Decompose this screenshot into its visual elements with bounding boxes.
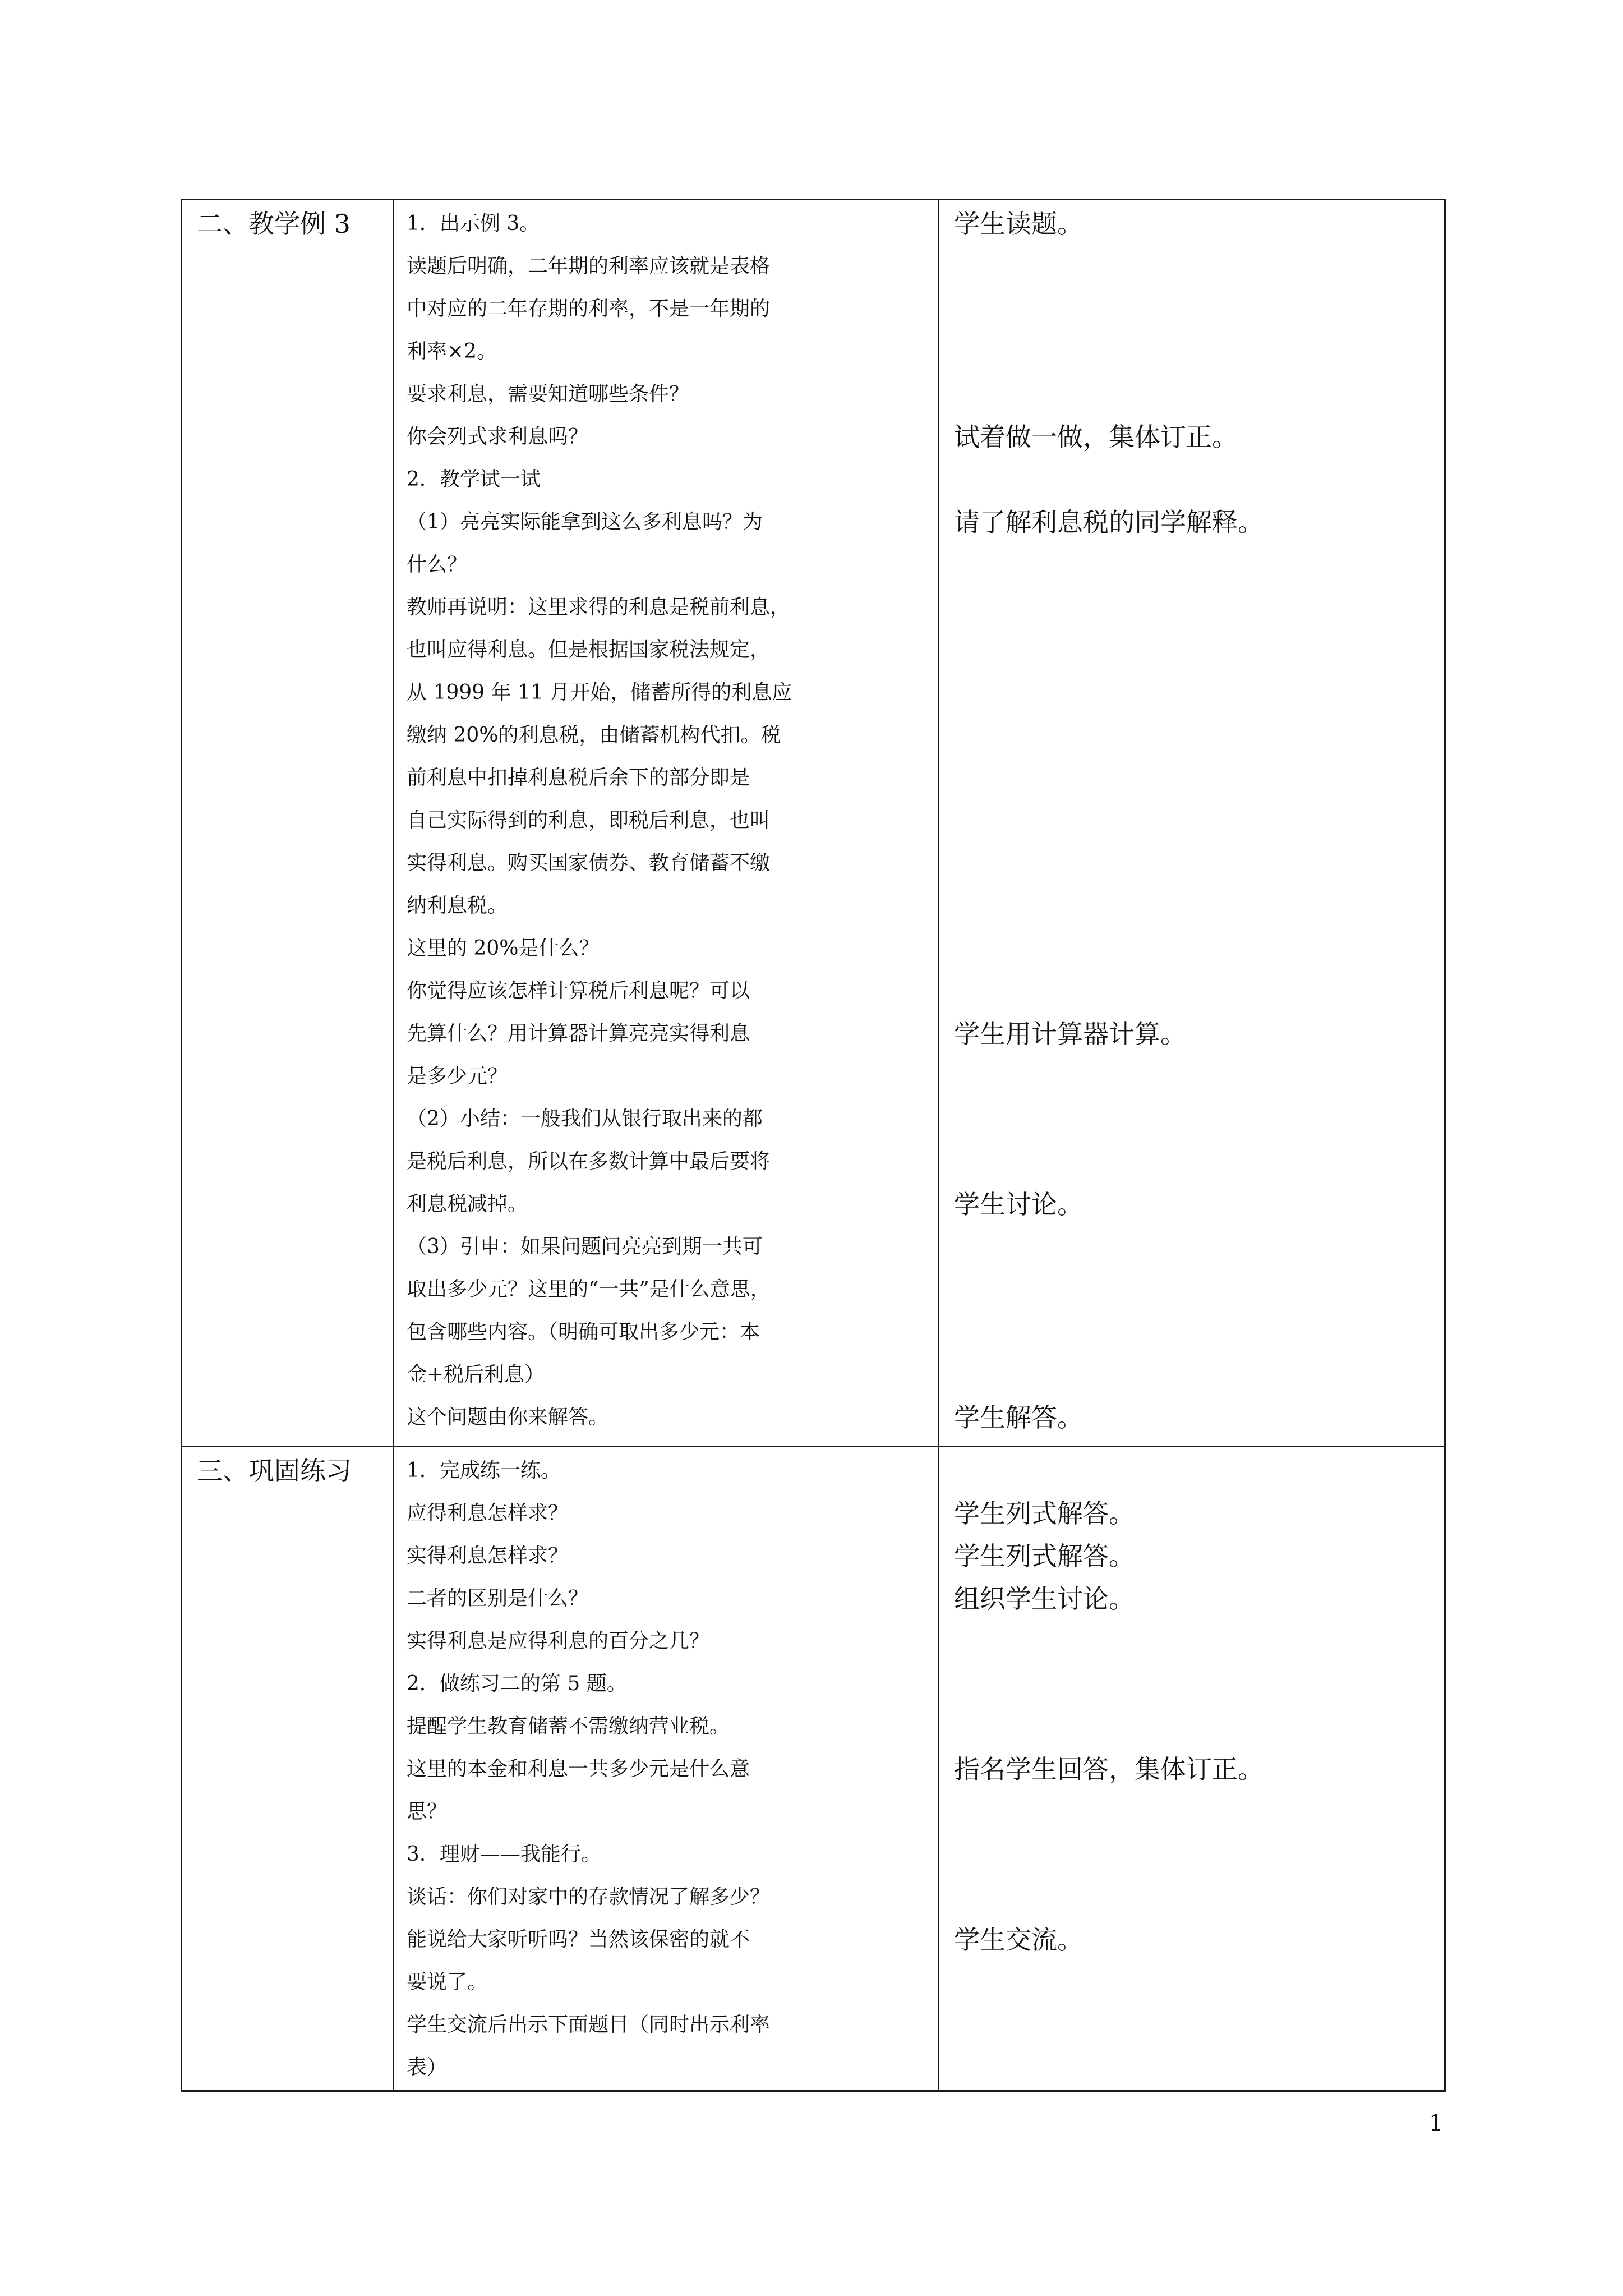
teacher-line: 也叫应得利息。但是根据国家税法规定， <box>407 638 771 661</box>
student-note: 请了解利息税的同学解释。 <box>954 507 1264 537</box>
teacher-line: 包含哪些内容。（明确可取出多少元：本 <box>407 1320 760 1343</box>
teacher-line: 利率×2。 <box>407 340 497 363</box>
page-number: 1 <box>1429 2110 1444 2136</box>
student-activity-cell <box>939 200 1445 1447</box>
teacher-line: 要求利息，需要知道哪些条件？ <box>407 383 690 406</box>
teacher-activity-text <box>394 200 938 1439</box>
teacher-activity-text <box>394 1447 938 2089</box>
teacher-line: 能说给大家听听吗？当然该保密的就不 <box>407 1928 750 1951</box>
teacher-line: 要说了。 <box>407 1971 488 1994</box>
lesson-plan-table <box>181 199 1446 2092</box>
teacher-line: 先算什么？用计算器计算亮亮实得利息 <box>407 1022 750 1045</box>
teacher-activity-cell <box>394 1447 939 2091</box>
teacher-line: 3．理财——我能行。 <box>407 1843 601 1866</box>
teacher-line: （1）亮亮实际能拿到这么多利息吗？为 <box>407 510 763 533</box>
teacher-line: 二者的区别是什么？ <box>407 1587 589 1610</box>
student-note: 学生讨论。 <box>954 1189 1083 1220</box>
teacher-line: 从 1999 年 11 月开始，储蓄所得的利息应 <box>407 681 792 704</box>
teacher-line: 利息税减掉。 <box>407 1193 528 1216</box>
section-cell <box>182 200 394 1447</box>
student-note: 学生解答。 <box>954 1402 1083 1433</box>
teacher-line: 谈话：你们对家中的存款情况了解多少？ <box>407 1885 771 1908</box>
teacher-line: 什么？ <box>407 553 468 576</box>
teacher-line: 实得利息怎样求？ <box>407 1544 569 1567</box>
teacher-line: 提醒学生教育储蓄不需缴纳营业税。 <box>407 1715 730 1738</box>
teacher-line: 应得利息怎样求？ <box>407 1502 569 1525</box>
student-note: 学生用计算器计算。 <box>954 1019 1186 1049</box>
teacher-line: （3）引申：如果问题问亮亮到期一共可 <box>407 1235 763 1258</box>
teacher-line: 你觉得应该怎样计算税后利息呢？可以 <box>407 979 750 1002</box>
teacher-line: 金+税后利息） <box>407 1363 545 1386</box>
teacher-line: 这里的本金和利息一共多少元是什么意 <box>407 1757 750 1780</box>
teacher-line: 这里的 20%是什么？ <box>407 937 600 960</box>
table-row <box>182 200 1445 1447</box>
student-note: 指名学生回答，集体订正。 <box>954 1754 1264 1784</box>
teacher-line: 是多少元？ <box>407 1065 508 1088</box>
section-label: 二、教学例 3 <box>197 209 351 239</box>
teacher-line: 读题后明确，二年期的利率应该就是表格 <box>407 255 771 278</box>
student-activity-cell <box>939 1447 1445 2091</box>
teacher-line: 你会列式求利息吗？ <box>407 425 589 448</box>
teacher-line: 实得利息。购买国家债券、教育储蓄不缴 <box>407 852 771 875</box>
student-note: 组织学生讨论。 <box>954 1584 1135 1614</box>
teacher-line: 教师再说明：这里求得的利息是税前利息， <box>407 596 791 619</box>
student-note: 试着做一做，集体订正。 <box>954 422 1238 452</box>
teacher-line: 缴纳 20%的利息税，由储蓄机构代扣。税 <box>407 724 781 747</box>
section-label: 三、巩固练习 <box>197 1456 352 1486</box>
teacher-line: 自己实际得到的利息，即税后利息，也叫 <box>407 809 771 832</box>
teacher-line: 2．教学试一试 <box>407 468 541 491</box>
teacher-line: 取出多少元？这里的“一共”是什么意思， <box>407 1278 771 1301</box>
teacher-activity-cell <box>394 200 939 1447</box>
teacher-line: 中对应的二年存期的利率，不是一年期的 <box>407 297 771 320</box>
student-note: 学生列式解答。 <box>954 1541 1135 1571</box>
section-cell <box>182 1447 394 2091</box>
teacher-line: 学生交流后出示下面题目（同时出示利率 <box>407 2013 771 2036</box>
teacher-line: 表） <box>407 2056 448 2079</box>
student-note: 学生交流。 <box>954 1925 1083 1955</box>
teacher-line: 1．出示例 3。 <box>407 212 540 235</box>
teacher-line: 这个问题由你来解答。 <box>407 1406 609 1429</box>
teacher-line: 思？ <box>407 1800 448 1823</box>
teacher-line: 实得利息是应得利息的百分之几？ <box>407 1630 710 1653</box>
student-note: 学生列式解答。 <box>954 1498 1135 1529</box>
teacher-line: 是税后利息，所以在多数计算中最后要将 <box>407 1150 771 1173</box>
teacher-line: 2．做练习二的第 5 题。 <box>407 1672 627 1695</box>
teacher-line: 前利息中扣掉利息税后余下的部分即是 <box>407 766 750 789</box>
teacher-line: 1．完成练一练。 <box>407 1459 561 1482</box>
student-note: 学生读题。 <box>954 209 1083 239</box>
teacher-line: （2）小结：一般我们从银行取出来的都 <box>407 1107 763 1130</box>
table-row <box>182 1447 1445 2091</box>
teacher-line: 纳利息税。 <box>407 894 508 917</box>
